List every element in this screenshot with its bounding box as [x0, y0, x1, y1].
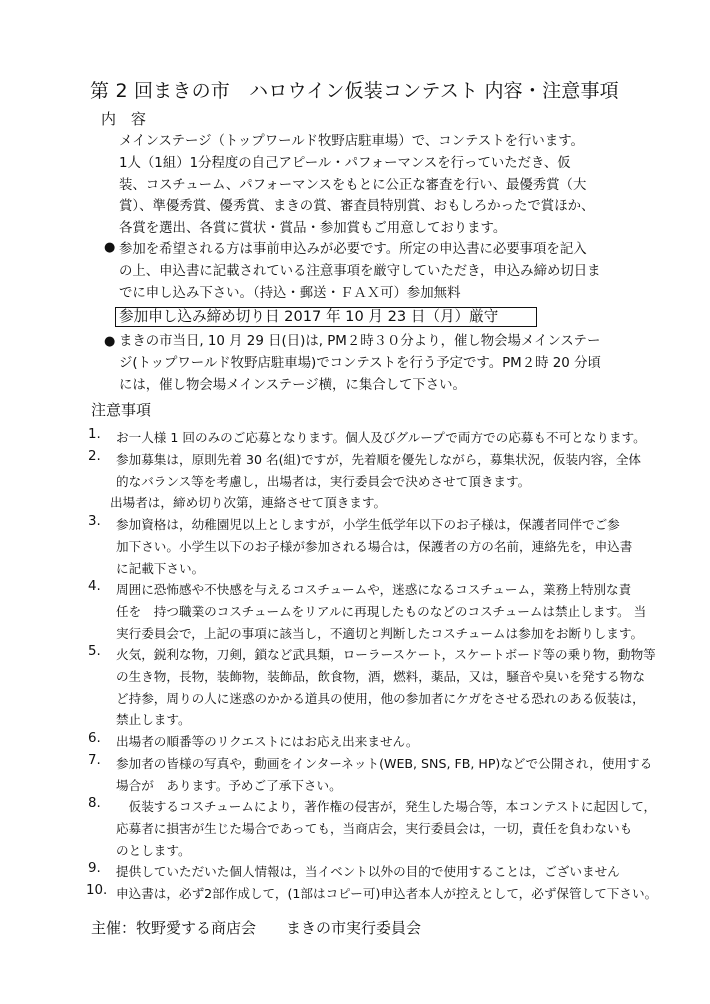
notes-heading: 注意事項 [91, 401, 152, 419]
note-number: 10. [86, 883, 108, 898]
intro-line: メインステージ（トップワールド牧野店駐車場）で、コンテストを行います。 [119, 134, 584, 149]
note-text [110, 492, 386, 514]
note-line: 応募者に損害が生じた場合であっても，当商店会，実行委員会は，一切，責任を負わないも [116, 820, 633, 836]
note-text [116, 796, 656, 861]
intro-line: 装、コスチューム、パフォーマンスをもとに公正な審査を行い、最優秀賞（大 [119, 177, 587, 193]
deadline-box: 参加申し込み締め切り日 2017 年 10 月 23 日（月）厳守 [115, 307, 537, 327]
note-number: 6. [88, 731, 101, 746]
note-line: 実行委員会で，上記の事項に該当し，不適切と判断したコスチュームは参加をお断りします。 [116, 625, 644, 641]
note-text [116, 514, 632, 579]
note-line: お一人様 1 回のみのご応募となります。個人及びグループで両方での応募も不可となります。 [116, 430, 646, 445]
note-number: 3. [88, 514, 101, 529]
note-number: 9. [88, 861, 101, 876]
note-line: 周囲に恐怖感や不快感を与えるコスチュームや，迷惑になるコスチューム，業務上特別な責 [116, 582, 632, 597]
document-title: 第 2 回まきの市 ハロウイン仮装コンテスト 内容・注意事項 [90, 80, 619, 102]
note-line: 的なバランス等を考慮し，出場者は，実行委員会で決めさせて頂きます。 [116, 473, 531, 489]
application-line: でに申し込み下さい。（持込・郵送・ＦＡＸ可）参加無料 [119, 285, 461, 301]
note-line: 加下さい。小学生以下のお子様が参加される場合は，保護者の方の名前，連絡先を，申込書 [116, 538, 633, 554]
event-day-note [119, 331, 601, 396]
event-day-line: ジ(トップワールド牧野店駐車場)でコンテストを行う予定です。PM２時 20 分頃 [119, 355, 601, 371]
note-number: 1. [88, 427, 101, 442]
application-line: の上、申込書に記載されている注意事項を厳守していただき，申込み締め切日ま [119, 263, 601, 279]
content-intro [119, 131, 594, 240]
note-number: 8. [88, 796, 101, 811]
note-line: 出場者の順番等のリクエストにはお応え出来ません。 [116, 734, 419, 749]
note-line: 参加者の皆様の写真や，動画をインターネット(WEB, SNS, FB, HP)などで公開され，使用する [116, 756, 653, 771]
note-line: 禁止します。 [116, 712, 191, 728]
note-line: ど持参，周りの人に迷惑のかかる道具の使用，他の参加者にケガをさせる恐れのある仮装は， [116, 690, 645, 706]
note-number: 5. [88, 644, 101, 659]
intro-line: 賞）、準優秀賞、優秀賞、まきの賞、審査員特別賞、おもしろかったで賞ほか、 [119, 199, 595, 215]
event-day-line: まきの市当日, 10 月 29 日(日)は, PM２時３０分より，催し物会場メインステー [119, 334, 601, 349]
note-number: 4. [88, 579, 101, 594]
note-number: 2. [88, 449, 101, 464]
note-line: 火気，鋭利な物，刀剣，鎖など武具類，ローラースケート，スケートボード等の乗り物，動物等 [116, 647, 656, 662]
application-line: 参加を希望される方は事前申込みが必要です。所定の申込書に必要事項を記入 [119, 242, 587, 257]
note-number: 7. [88, 753, 101, 768]
note-text [116, 427, 646, 449]
note-line: 仮装するコスチュームにより，著作権の侵害が，発生した場合等，本コンテストに起因して， [116, 799, 657, 814]
note-line: 出場者は，締め切り次第，連絡させて頂きます。 [110, 495, 387, 510]
note-text [116, 644, 656, 731]
note-text [116, 861, 620, 883]
note-line: に記載下さい。 [116, 560, 205, 576]
note-line: の生き物，長物，装飾物，装飾品，飲食物，酒，燃料，薬品，又は，騒音や臭いを発する物な [116, 668, 645, 684]
intro-line: 1人（1組）1分程度の自己アピール・パフォーマンスを行っていただき、仮 [119, 155, 571, 171]
organizer-footer: 主催：牧野愛する商店会 まきの市実行委員会 [91, 919, 422, 937]
note-text [116, 883, 657, 905]
intro-line: 各賞を選出、各賞に賞状・賞品・参加賞もご用意しております。 [119, 221, 507, 237]
note-line: 任を 持つ職業のコスチュームをリアルに再現したものなどのコスチュームは禁止します。 当 [116, 603, 647, 619]
note-line: 申込書は，必ず2部作成して，(1部はコピー可)申込者本人が控えとして，必ず保管して下さい。 [116, 886, 658, 901]
note-line: のとします。 [116, 842, 191, 858]
note-text [116, 753, 652, 797]
note-text [116, 731, 419, 753]
note-line: 場合が あります。予めご了承下さい。 [116, 777, 342, 793]
note-text [116, 449, 641, 493]
application-note [119, 239, 601, 304]
note-line: 参加資格は，幼稚園児以上としますが，小学生低学年以下のお子様は，保護者同伴でご参 [116, 517, 620, 532]
event-day-line: には，催し物会場メインステージ横，に集合して下さい。 [119, 377, 466, 393]
content-heading: 内 容 [101, 110, 147, 128]
note-text [116, 579, 646, 644]
note-line: 提供していただいた個人情報は，当イベント以外の目的で使用することは，ございません [116, 864, 620, 879]
bullet-mark: ● [104, 240, 116, 255]
note-line: 参加募集は，原則先着 30 名(組)ですが，先着順を優先しながら，募集状況，仮装内容，全体 [116, 452, 642, 467]
bullet-mark: ● [104, 334, 116, 349]
